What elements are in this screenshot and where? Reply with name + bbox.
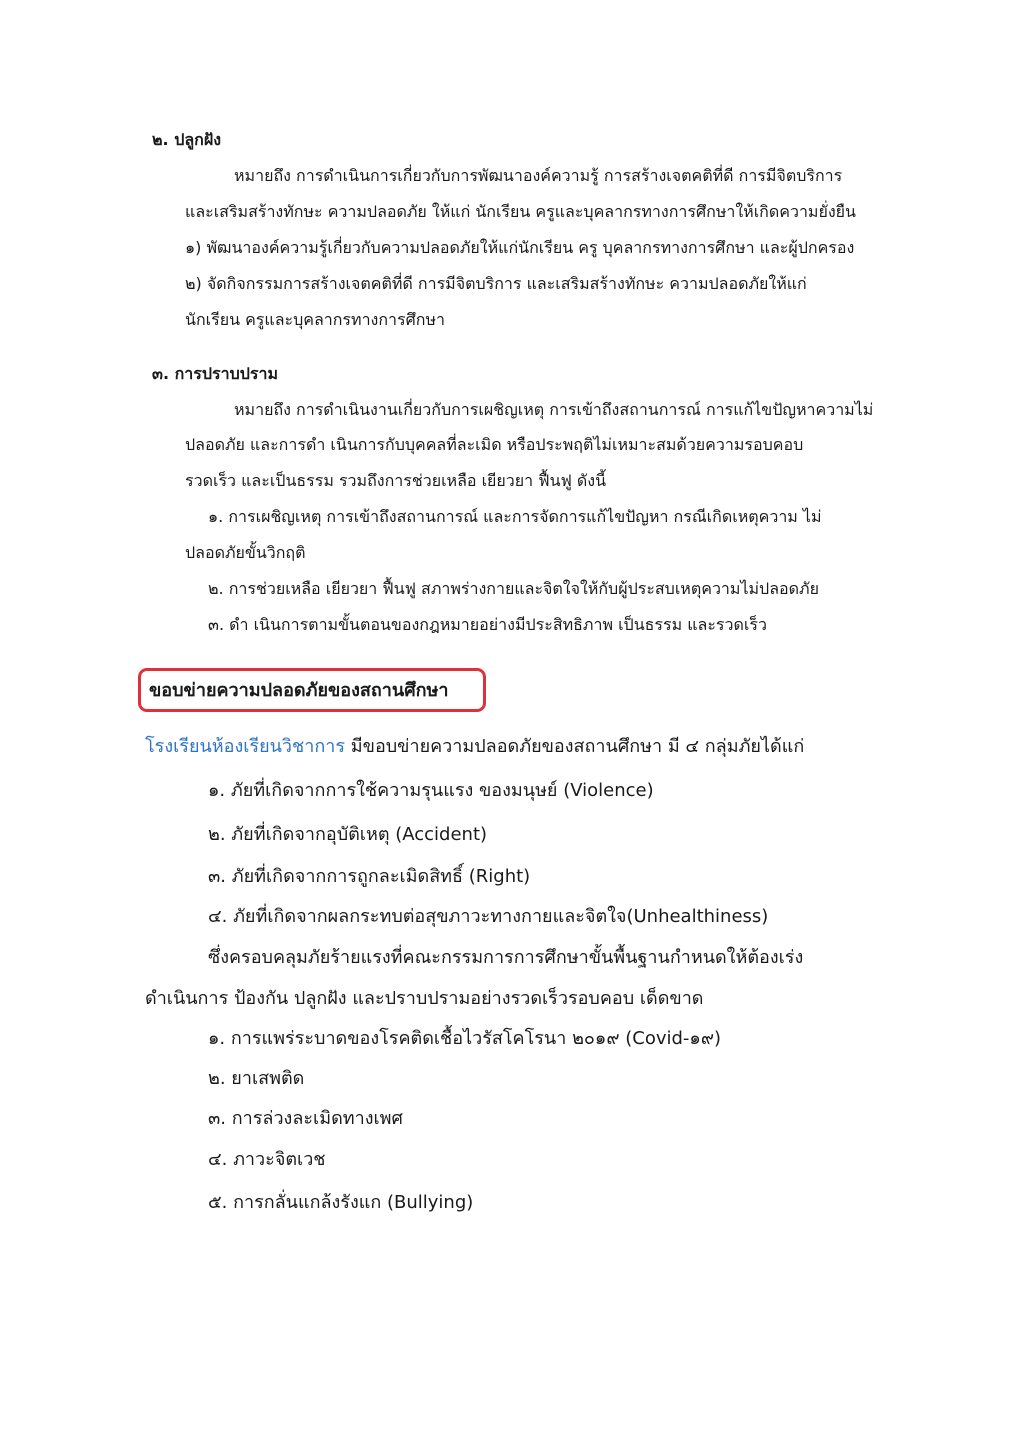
hazard-item: ๒. ภัยที่เกิดจากอุบัติเหตุ (Accident)	[208, 824, 488, 845]
section2-line: หมายถึง การดำเนินการเกี่ยวกับการพัฒนาองค์ความรู้ การสร้างเจตคติที่ดี การมีจิตบริการ	[234, 166, 843, 185]
section-title-text: ขอบข่ายความปลอดภัยของสถานศึกษา	[149, 680, 449, 701]
section3-line: หมายถึง การดำเนินงานเกี่ยวกับการเผชิญเหตุ การเข้าถึงสถานการณ์ การแก้ไขปัญหาความไม่	[234, 400, 874, 419]
serious-item: ๔. ภาวะจิตเวช	[208, 1149, 326, 1170]
section2-heading: ๒. ปลูกฝัง	[152, 130, 222, 149]
section3-line: ๑. การเผชิญเหตุ การเข้าถึงสถานการณ์ และการจัดการแก้ไขปัญหา กรณีเกิดเหตุความ ไม่	[208, 507, 822, 526]
section3-line: ปลอดภัย และการดำ เนินการกับบุคคลที่ละเมิด หรือประพฤติไม่เหมาะสมด้วยความรอบคอบ	[185, 435, 804, 454]
hazard-item: ๓. ภัยที่เกิดจากการถูกละเมิดสิทธิ์ (Right)	[208, 866, 531, 887]
intro-line	[145, 733, 804, 761]
section3-line: ปลอดภัยขั้นวิกฤติ	[185, 543, 306, 562]
section2-line: นักเรียน ครูและบุคลากรทางการศึกษา	[185, 310, 446, 329]
section3-line: ๒. การช่วยเหลือ เยียวยา ฟื้นฟู สภาพร่างกายและจิตใจให้กับผู้ประสบเหตุความไม่ปลอดภัย	[208, 579, 819, 598]
serious-item: ๕. การกลั่นแกล้งรังแก (Bullying)	[208, 1192, 474, 1213]
serious-item: ๑. การแพร่ระบาดของโรคติดเชื้อไวรัสโคโรนา ๒๐๑๙ (Covid-๑๙)	[208, 1028, 722, 1049]
intro-text: มีขอบข่ายความปลอดภัยของสถานศึกษา มี ๔ กลุ่มภัยได้แก่	[345, 736, 805, 757]
framed-section-title	[138, 668, 486, 712]
section2-line: ๑) พัฒนาองค์ความรู้เกี่ยวกับความปลอดภัยให้แก่นักเรียน ครู บุคลากรทางการศึกษา และผู้ปกครอง	[185, 238, 855, 257]
school-name: โรงเรียนห้องเรียนวิชาการ	[145, 736, 346, 757]
hazard-item: ๑. ภัยที่เกิดจากการใช้ความรุนแรง ของมนุษย์ (Violence)	[208, 780, 654, 801]
hazard-item: ๔. ภัยที่เกิดจากผลกระทบต่อสุขภาวะทางกายและจิตใจ(Unhealthiness)	[208, 906, 769, 927]
coverage-line: ดำเนินการ ป้องกัน ปลูกฝัง และปราบปรามอย่างรวดเร็วรอบคอบ เด็ดขาด	[145, 988, 704, 1009]
serious-item: ๓. การล่วงละเมิดทางเพศ	[208, 1108, 403, 1129]
section2-line: ๒) จัดกิจกรรมการสร้างเจตคติที่ดี การมีจิตบริการ และเสริมสร้างทักษะ ความปลอดภัยให้แก่	[185, 274, 807, 293]
section3-line: ๓. ดำ เนินการตามขั้นตอนของกฎหมายอย่างมีประสิทธิภาพ เป็นธรรม และรวดเร็ว	[208, 615, 767, 634]
serious-item: ๒. ยาเสพติด	[208, 1068, 305, 1089]
section3-line: รวดเร็ว และเป็นธรรม รวมถึงการช่วยเหลือ เยียวยา ฟื้นฟู ดังนี้	[185, 471, 607, 490]
section2-line: และเสริมสร้างทักษะ ความปลอดภัย ให้แก่ นักเรียน ครูและบุคลากรทางการศึกษาให้เกิดความยั่งยืน	[185, 202, 856, 221]
section3-heading: ๓. การปราบปราม	[152, 364, 279, 383]
coverage-line: ซึ่งครอบคลุมภัยร้ายแรงที่คณะกรรมการการศึกษาขั้นพื้นฐานกำหนดให้ต้องเร่ง	[208, 947, 804, 968]
